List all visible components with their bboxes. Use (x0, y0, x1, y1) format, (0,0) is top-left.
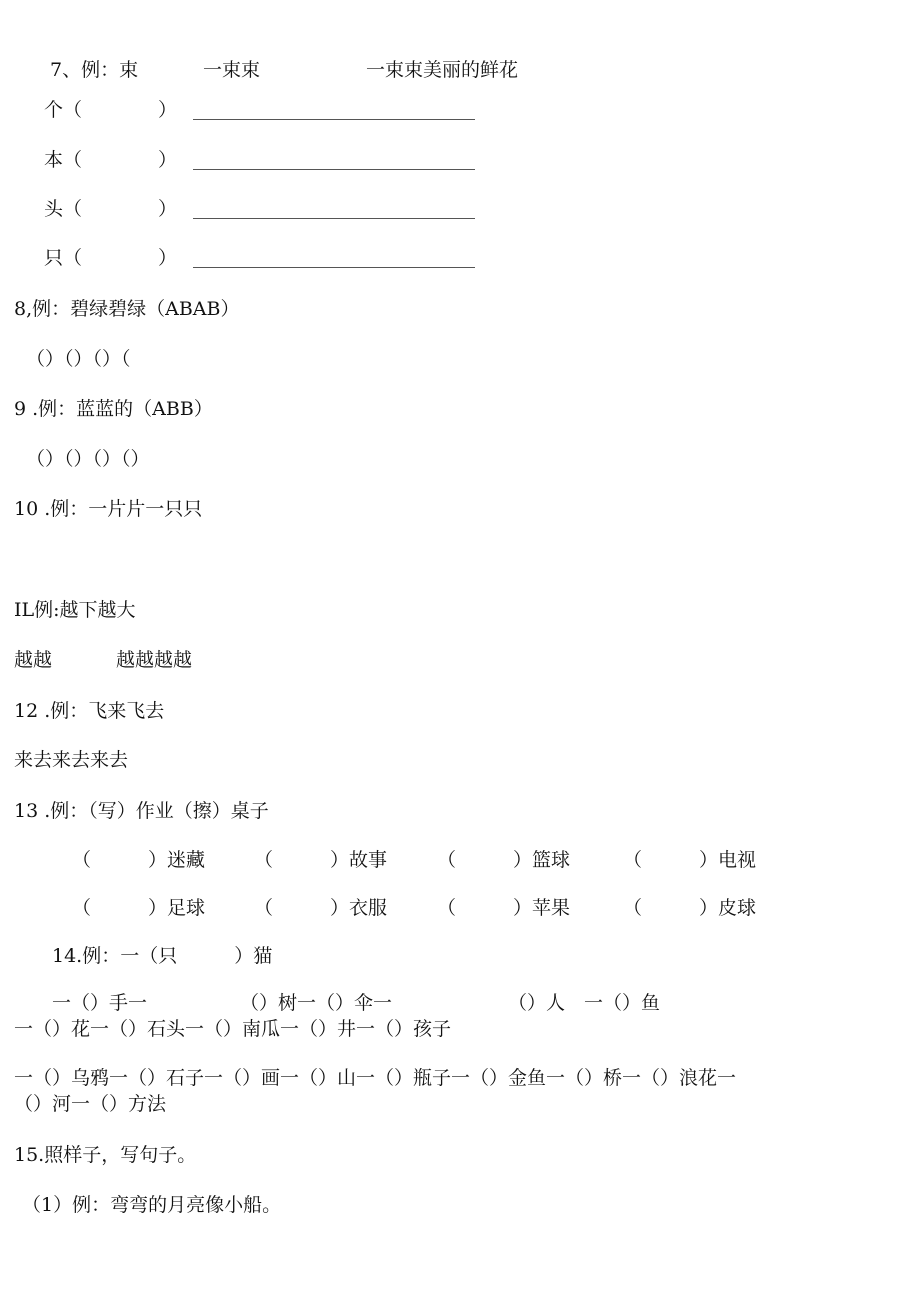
q11-pattern-left: 越越 (14, 649, 53, 671)
q7-prefix: 7、例：束 (50, 59, 139, 81)
q7-row-1-label: 个（ ） (44, 99, 178, 121)
q7-row-3-answer-line[interactable] (193, 218, 475, 219)
q12-title: 12 .例：飞来飞去 (14, 700, 165, 722)
q14-line-1a[interactable]: 一（）手一 (52, 992, 148, 1014)
q14-line-4[interactable]: （）河一（）方法 (14, 1093, 167, 1115)
q14-title: 14.例：一（只 ）猫 (52, 945, 273, 967)
q13-item[interactable]: （ ）衣服 (254, 897, 388, 919)
q14-line-3[interactable]: 一（）乌鸦一（）石子一（）画一（）山一（）瓶子一（）金鱼一（）桥一（）浪花一 (14, 1067, 737, 1089)
q13-item[interactable]: （ ）电视 (623, 849, 757, 871)
q15-example: （1）例：弯弯的月亮像小船。 (22, 1194, 282, 1216)
q12-pattern: 来去来去来去 (14, 749, 129, 771)
q7-example-right: 一束束美丽的鲜花 (366, 59, 519, 81)
q11-pattern-right: 越越越越 (116, 649, 193, 671)
q10-title: 10 .例：一片片一只只 (14, 498, 203, 520)
q7-row-2-label: 本（ ） (44, 149, 178, 171)
q7-example-mid: 一束束 (203, 59, 261, 81)
q7-row-4-answer-line[interactable] (193, 267, 475, 268)
q14-line-1b[interactable]: （）树一（）伞一 (240, 992, 393, 1014)
q7-row-3-label: 头（ ） (44, 198, 178, 220)
q9-blanks[interactable]: （）（）（）（） (26, 448, 150, 470)
q14-line-1c[interactable]: （）人 一（）鱼 (508, 992, 661, 1014)
q13-item[interactable]: （ ）迷藏 (72, 849, 206, 871)
q13-item[interactable]: （ ）苹果 (437, 897, 571, 919)
q7-row-1-answer-line[interactable] (193, 119, 475, 120)
q13-item[interactable]: （ ）故事 (254, 849, 388, 871)
q14-line-2[interactable]: 一（）花一（）石头一（）南瓜一（）井一（）孩子 (14, 1018, 452, 1040)
q13-item[interactable]: （ ）皮球 (623, 897, 757, 919)
q11-title: IL例:越下越大 (14, 599, 136, 621)
q13-title: 13 .例：（写）作业（擦）桌子 (14, 800, 269, 822)
q9-title: 9 .例：蓝蓝的（ABB） (14, 398, 213, 420)
q7-row-4-label: 只（ ） (44, 247, 178, 269)
q8-blanks[interactable]: （）（）（）（ (26, 348, 131, 370)
q13-item[interactable]: （ ）篮球 (437, 849, 571, 871)
q7-row-2-answer-line[interactable] (193, 169, 475, 170)
q13-item[interactable]: （ ）足球 (72, 897, 206, 919)
q8-title: 8,例：碧绿碧绿（ABAB） (14, 298, 240, 320)
q15-title: 15.照样子，写句子。 (14, 1144, 197, 1166)
